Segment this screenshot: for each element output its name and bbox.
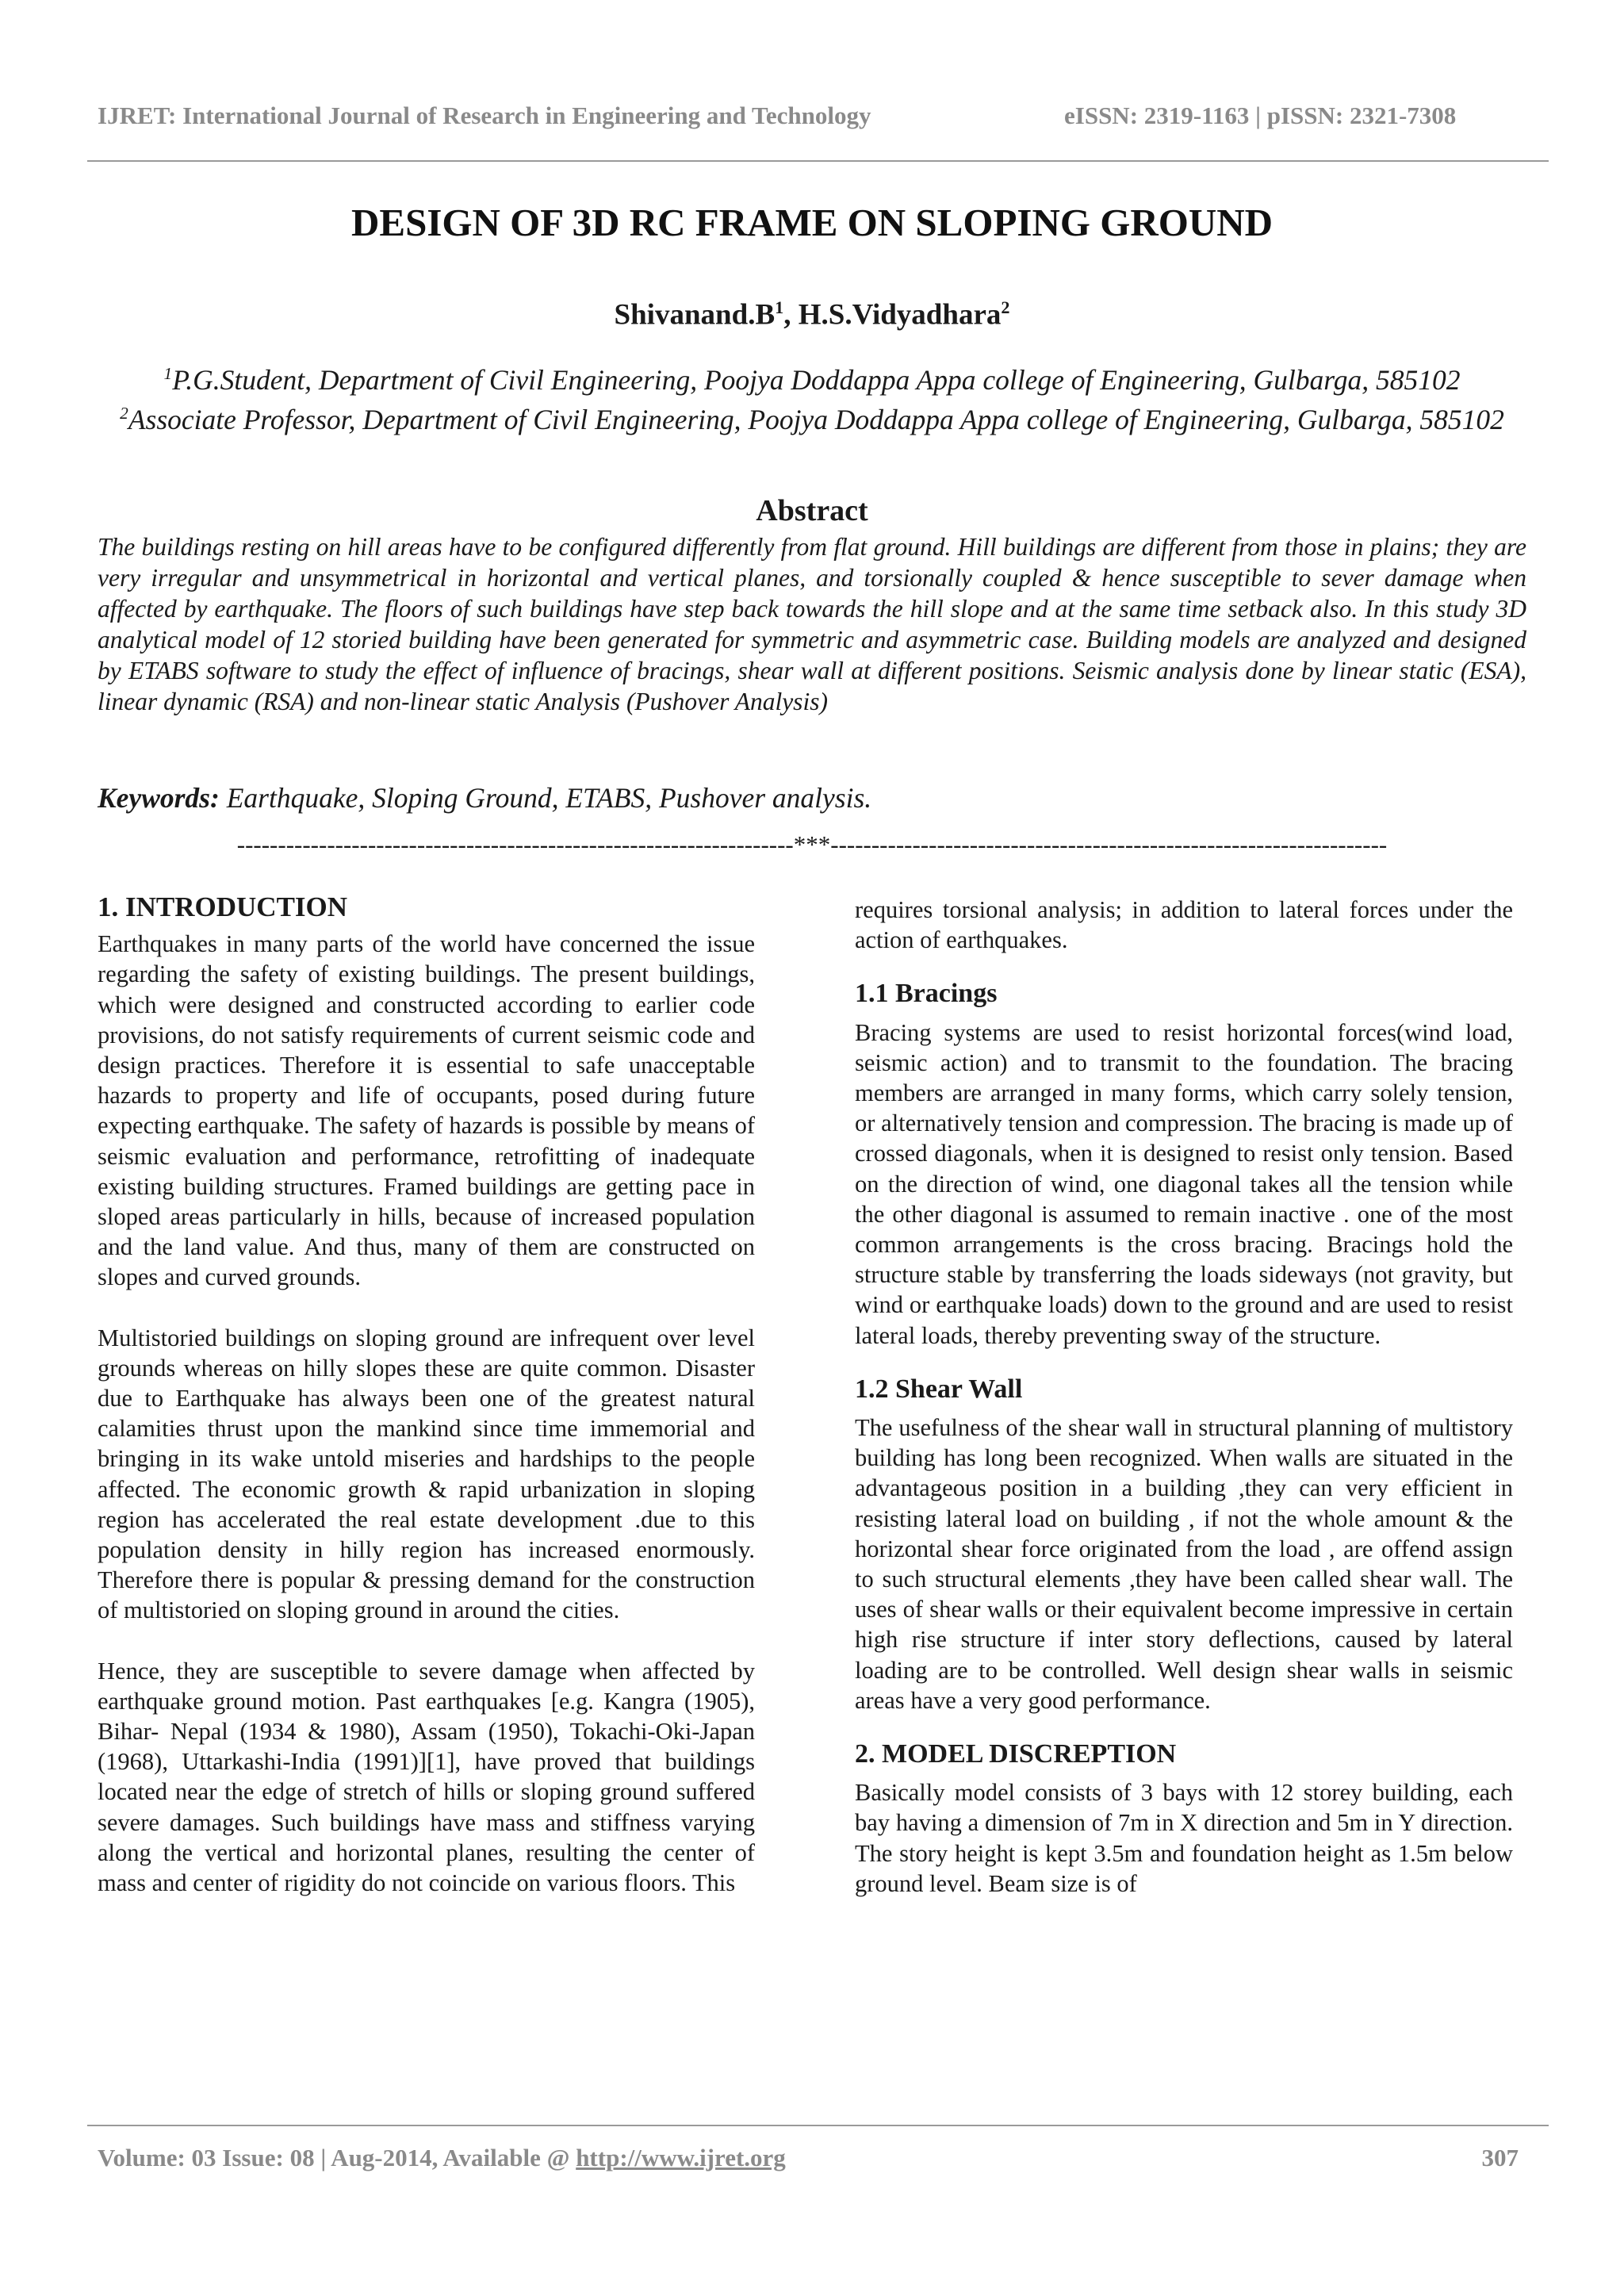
- author-1-sup: 1: [775, 297, 784, 317]
- paper-title: DESIGN OF 3D RC FRAME ON SLOPING GROUND: [351, 201, 1273, 244]
- affiliation-2: [98, 397, 1526, 436]
- journal-name: IJRET: International Journal of Research in Engineering and Technology: [98, 102, 871, 129]
- model-description-heading: 2. MODEL DISCREPTION: [855, 1739, 1177, 1769]
- keywords: [98, 781, 1526, 815]
- keywords-label: Keywords:: [98, 782, 220, 814]
- affiliation-2-sup: 2: [120, 403, 128, 423]
- intro-continuation: requires torsional analysis; in addition to lateral forces under the action of earthquakes.: [855, 896, 1513, 954]
- author-2: H.S.Vidyadhara: [798, 298, 1002, 332]
- footer-divider: [87, 2125, 1549, 2126]
- intro-paragraph-1: Earthquakes in many parts of the world have concerned the issue regarding the safety of existing buildings. The present buildings, which were designed and constructed according to earlier code provisions, do not satisfy requirements of current seismic code and design practices. Therefore it is essential to safe unacceptable hazards to property and life of occupants, posed during future expecting earthquake. The safety of hazards is possible by means of seismic evaluation and performance, retrofitting of inadequate existing building structures. Framed buildings are getting pace in sloped areas particularly in hills, because of increased population and the land value. And thus, many of them are constructed on slopes and curved grounds.: [98, 930, 755, 1291]
- shear-wall-paragraph: The usefulness of the shear wall in structural planning of multistory building has long been recognized. When walls are situated in the advantageous position in a building ,they can very efficient in resisting lateral load on building , if not the whole amount & the horizontal shear force originated from the load , are offend assign to such structural elements ,they have been called shear wall. The uses of shear walls or their equivalent become impressive in certain high rise structure if inter story deflections, caused by lateral loading are to be controlled. Well design shear walls in seismic areas have a very good performance.: [855, 1414, 1513, 1714]
- header-divider: [87, 160, 1549, 162]
- author-separator: ,: [783, 298, 799, 332]
- intro-paragraph-3: Hence, they are susceptible to severe damage when affected by earthquake ground motion. Past earthquakes [e.g. Kangra (1905), Bihar- Nepal (1934 & 1980), Assam (1950), Tokachi-Oki-Japan (1968), Uttarkashi-India (1991)][1], have proved that buildings located near the edge of stretch of hills or sloping ground suffered severe damages. Such buildings have mass and stiffness varying along the vertical and horizontal planes, resulting the center of mass and center of rigidity do not coincide on various floors. This: [98, 1657, 755, 1897]
- section-divider: --------------------------------------------------------------------***--------------------------------------------------------------------: [236, 830, 1388, 858]
- shear-wall-heading: 1.2 Shear Wall: [855, 1374, 1023, 1404]
- affiliations: [98, 357, 1526, 436]
- left-column: [98, 892, 755, 1898]
- volume-info: [98, 2144, 786, 2172]
- abstract-heading: Abstract: [756, 494, 868, 527]
- intro-paragraph-2: Multistoried buildings on sloping ground are infrequent over level grounds whereas on hilly slopes these are quite common. Disaster due to Earthquake has always been one of the greatest natural calamities thrust upon the mankind since time immemorial and bringing in its wake untold miseries and hardships to the people affected. The economic growth & rapid urbanization in sloping region has accelerated the real estate development .due to this population density in hilly region has increased enormously. Therefore there is popular & pressing demand for the construction of multistoried on sloping ground in around the cities.: [98, 1324, 755, 1624]
- author-1: Shivanand.B: [614, 298, 776, 332]
- bracings-heading: 1.1 Bracings: [855, 979, 998, 1009]
- affiliation-1: [98, 357, 1526, 397]
- model-description-paragraph: Basically model consists of 3 bays with 12 storey building, each bay having a dimension of 7m in X direction and 5m in Y direction. The story height is kept 3.5m and foundation height as 1.5m below ground level. Beam size is of: [855, 1779, 1513, 1897]
- journal-link[interactable]: http://www.ijret.org: [576, 2144, 786, 2171]
- author-2-sup: 2: [1001, 297, 1010, 317]
- keywords-text: Earthquake, Sloping Ground, ETABS, Pushover analysis.: [219, 782, 872, 814]
- issn-numbers: eISSN: 2319-1163 | pISSN: 2321-7308: [1064, 102, 1457, 129]
- right-column: [855, 895, 1513, 1899]
- abstract-body: The buildings resting on hill areas have to be configured differently from flat ground. Hill buildings are different from those in plains; they are very irregular and unsymmetrical in horizontal and vertical planes, and torsionally coupled & hence susceptible to sever damage when affected by earthquake. The floors of such buildings have step back towards the hill slope and at the same time setback also. In this study 3D analytical model of 12 storied building have been generated for symmetric and asymmetric case. Building models are analyzed and designed by ETABS software to study the effect of influence of bracings, shear wall at different positions. Seismic analysis done by linear static (ESA), linear dynamic (RSA) and non-linear static Analysis (Pushover Analysis): [98, 533, 1526, 715]
- affiliation-1-sup: 1: [163, 364, 173, 383]
- author-line: [0, 297, 1624, 332]
- introduction-heading: 1. INTRODUCTION: [98, 891, 348, 922]
- affiliation-2-text: Associate Professor, Department of Civil Engineering, Poojya Doddappa Appa college of Engineering, Gulbarga, 585102: [128, 403, 1504, 435]
- volume-text: Volume: 03 Issue: 08 | Aug-2014, Available @: [98, 2144, 576, 2171]
- bracings-paragraph: Bracing systems are used to resist horizontal forces(wind load, seismic action) and to transmit to the foundation. The bracing members are arranged in many forms, which carry solely tension, or alternatively tension and compression. The bracing is made up of crossed diagonals, when it is designed to resist only tension. Based on the direction of wind, one diagonal takes all the tension while the other diagonal is assumed to remain inactive . one of the most common arrangements is the cross bracing. Bracings hold the structure stable by transferring the loads sideways (not gravity, but wind or earthquake loads) down to the ground and are used to resist lateral loads, thereby preventing sway of the structure.: [855, 1018, 1513, 1349]
- affiliation-1-text: P.G.Student, Department of Civil Engineering, Poojya Doddappa Appa college of Engineering, Gulbarga, 585102: [172, 363, 1461, 396]
- page-number: 307: [1481, 2144, 1519, 2171]
